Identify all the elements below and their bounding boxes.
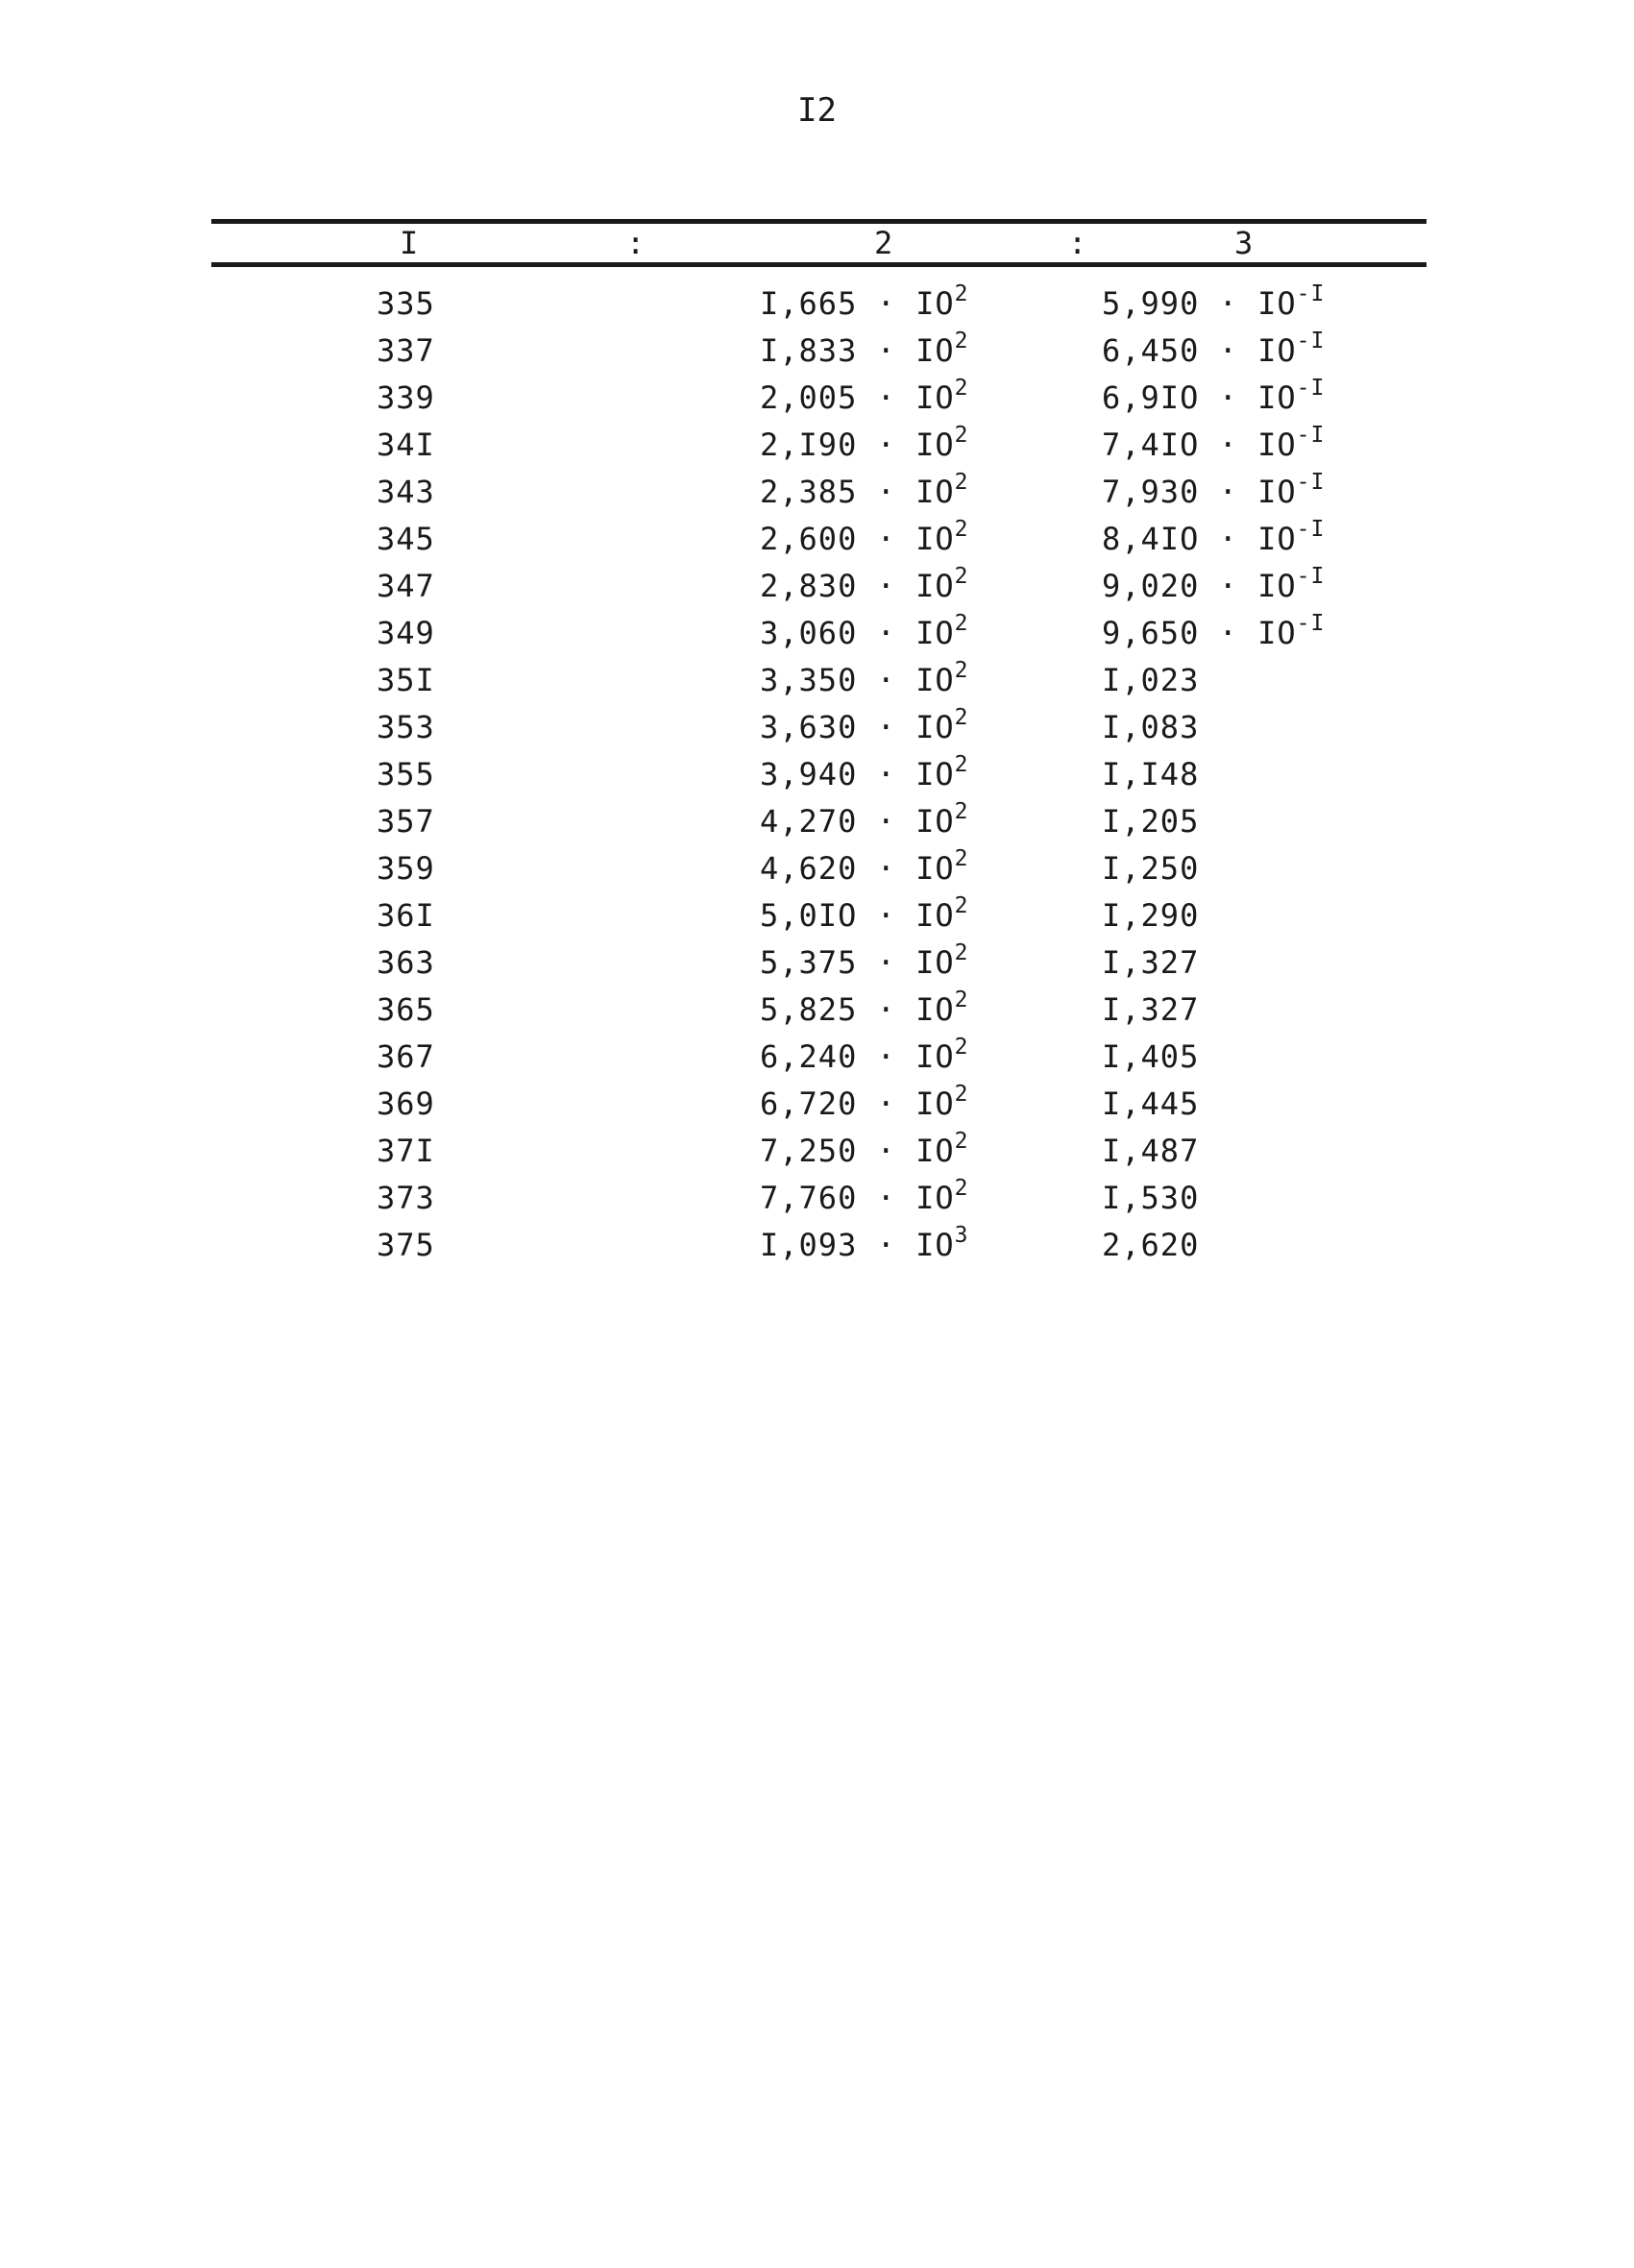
cell-col-2-mantissa: 6,240 · IO <box>760 1038 955 1075</box>
cell-col-3-mantissa: I,023 <box>1102 662 1200 698</box>
cell-col-2-mantissa: 2,600 · IO <box>760 521 955 557</box>
cell-col-1: 343 <box>377 474 435 510</box>
cell-col-3 <box>1102 563 1325 610</box>
cell-col-3 <box>1102 328 1325 375</box>
cell-col-3-exponent: -I <box>1296 376 1326 402</box>
cell-col-3-mantissa: I,290 <box>1102 897 1200 934</box>
cell-col-2 <box>760 422 969 469</box>
cell-col-3 <box>1102 516 1325 563</box>
table-row <box>211 328 1427 375</box>
cell-col-3-exponent: -I <box>1296 611 1326 637</box>
cell-col-2-exponent: 2 <box>954 564 969 590</box>
cell-col-2-exponent: 2 <box>954 470 969 496</box>
cell-col-1: 367 <box>377 1038 435 1075</box>
table-row <box>211 845 1427 892</box>
cell-col-3-exponent: -I <box>1296 423 1326 449</box>
cell-col-2-exponent: 2 <box>954 611 969 637</box>
cell-col-3-exponent: -I <box>1296 281 1326 307</box>
table-row <box>211 280 1427 328</box>
cell-col-3-mantissa: 7,4IO · IO <box>1102 427 1297 463</box>
cell-col-2-exponent: 2 <box>954 517 969 543</box>
table-row <box>211 939 1427 987</box>
cell-col-3 <box>1102 657 1199 704</box>
cell-col-3-exponent: -I <box>1296 517 1326 543</box>
cell-col-3 <box>1102 798 1199 845</box>
cell-col-1: 349 <box>377 615 435 651</box>
cell-col-1: 365 <box>377 991 435 1028</box>
cell-col-3-exponent: -I <box>1296 329 1326 354</box>
cell-col-2-mantissa: 2,830 · IO <box>760 568 955 604</box>
cell-col-2-mantissa: 7,250 · IO <box>760 1133 955 1169</box>
cell-col-2 <box>760 892 969 939</box>
table-row <box>211 375 1427 422</box>
cell-col-3-mantissa: I,327 <box>1102 944 1200 981</box>
cell-col-1: 355 <box>377 756 435 793</box>
cell-col-2-mantissa: 4,620 · IO <box>760 850 955 887</box>
table-row <box>211 610 1427 657</box>
table-header-rule <box>211 262 1427 267</box>
cell-col-2 <box>760 845 969 892</box>
column-separator: : <box>626 225 646 261</box>
cell-col-2-mantissa: 4,270 · IO <box>760 803 955 840</box>
cell-col-3 <box>1102 1081 1199 1128</box>
table-row <box>211 704 1427 751</box>
cell-col-2-exponent: 2 <box>954 799 969 825</box>
cell-col-2 <box>760 280 969 328</box>
cell-col-1: 369 <box>377 1085 435 1122</box>
cell-col-3-mantissa: I,083 <box>1102 709 1200 745</box>
table-row <box>211 1081 1427 1128</box>
cell-col-1: 353 <box>377 709 435 745</box>
table-row <box>211 798 1427 845</box>
column-separator: : <box>1068 225 1087 261</box>
cell-col-2 <box>760 563 969 610</box>
table-row <box>211 1128 1427 1175</box>
cell-col-3-mantissa: I,445 <box>1102 1085 1200 1122</box>
cell-col-2-exponent: 2 <box>954 1176 969 1202</box>
cell-col-1: 347 <box>377 568 435 604</box>
cell-col-1: 34I <box>377 427 435 463</box>
cell-col-3-mantissa: I,250 <box>1102 850 1200 887</box>
cell-col-1: 337 <box>377 332 435 369</box>
cell-col-3-mantissa: I,405 <box>1102 1038 1200 1075</box>
cell-col-2 <box>760 987 969 1034</box>
cell-col-2-exponent: 2 <box>954 658 969 684</box>
cell-col-3-mantissa: I,487 <box>1102 1133 1200 1169</box>
cell-col-2 <box>760 751 969 798</box>
cell-col-2-exponent: 2 <box>954 752 969 778</box>
cell-col-2 <box>760 798 969 845</box>
cell-col-2-mantissa: I,833 · IO <box>760 332 955 369</box>
cell-col-3-mantissa: 9,650 · IO <box>1102 615 1297 651</box>
cell-col-3 <box>1102 704 1199 751</box>
cell-col-1: 37I <box>377 1133 435 1169</box>
cell-col-2-mantissa: 3,940 · IO <box>760 756 955 793</box>
cell-col-3-mantissa: 2,620 <box>1102 1227 1200 1263</box>
cell-col-3 <box>1102 375 1325 422</box>
cell-col-2-exponent: 2 <box>954 940 969 966</box>
table-body <box>211 280 1427 1269</box>
cell-col-2 <box>760 1175 969 1222</box>
cell-col-3 <box>1102 610 1325 657</box>
cell-col-2-exponent: 2 <box>954 281 969 307</box>
cell-col-2-mantissa: 2,385 · IO <box>760 474 955 510</box>
cell-col-2-mantissa: 2,005 · IO <box>760 379 955 416</box>
cell-col-1: 35I <box>377 662 435 698</box>
cell-col-2-exponent: 2 <box>954 1035 969 1061</box>
cell-col-2 <box>760 610 969 657</box>
cell-col-2-mantissa: I,093 · IO <box>760 1227 955 1263</box>
cell-col-2 <box>760 939 969 987</box>
cell-col-2-exponent: 3 <box>954 1223 969 1249</box>
cell-col-2-exponent: 2 <box>954 1129 969 1155</box>
cell-col-3 <box>1102 1128 1199 1175</box>
cell-col-2-mantissa: 3,350 · IO <box>760 662 955 698</box>
cell-col-2-mantissa: 3,630 · IO <box>760 709 955 745</box>
cell-col-1: 359 <box>377 850 435 887</box>
table-row <box>211 751 1427 798</box>
cell-col-3 <box>1102 892 1199 939</box>
cell-col-3 <box>1102 280 1325 328</box>
table-header-row <box>211 224 1427 261</box>
cell-col-1: 373 <box>377 1180 435 1216</box>
cell-col-3-mantissa: I,530 <box>1102 1180 1200 1216</box>
cell-col-2-mantissa: 5,825 · IO <box>760 991 955 1028</box>
cell-col-1: 363 <box>377 944 435 981</box>
cell-col-2 <box>760 516 969 563</box>
table-row <box>211 563 1427 610</box>
cell-col-2 <box>760 328 969 375</box>
cell-col-2-mantissa: 2,I90 · IO <box>760 427 955 463</box>
cell-col-3 <box>1102 987 1199 1034</box>
table-row <box>211 469 1427 516</box>
cell-col-3 <box>1102 422 1325 469</box>
cell-col-2 <box>760 1081 969 1128</box>
table-row <box>211 1222 1427 1269</box>
cell-col-2 <box>760 657 969 704</box>
cell-col-2 <box>760 375 969 422</box>
cell-col-3 <box>1102 751 1199 798</box>
cell-col-3 <box>1102 469 1325 516</box>
cell-col-3-mantissa: 6,9IO · IO <box>1102 379 1297 416</box>
cell-col-1: 375 <box>377 1227 435 1263</box>
cell-col-2-mantissa: 3,060 · IO <box>760 615 955 651</box>
cell-col-2 <box>760 1222 969 1269</box>
cell-col-2-exponent: 2 <box>954 423 969 449</box>
cell-col-2-mantissa: 5,0IO · IO <box>760 897 955 934</box>
table-row <box>211 892 1427 939</box>
cell-col-1: 357 <box>377 803 435 840</box>
cell-col-3-mantissa: 7,930 · IO <box>1102 474 1297 510</box>
cell-col-2-exponent: 2 <box>954 1082 969 1108</box>
cell-col-2 <box>760 704 969 751</box>
cell-col-1: 36I <box>377 897 435 934</box>
cell-col-3-exponent: -I <box>1296 470 1326 496</box>
cell-col-3-mantissa: I,327 <box>1102 991 1200 1028</box>
cell-col-2-exponent: 2 <box>954 705 969 731</box>
table-row <box>211 657 1427 704</box>
cell-col-3-mantissa: 6,450 · IO <box>1102 332 1297 369</box>
cell-col-3 <box>1102 1034 1199 1081</box>
cell-col-3 <box>1102 845 1199 892</box>
cell-col-2 <box>760 1128 969 1175</box>
cell-col-2-mantissa: 5,375 · IO <box>760 944 955 981</box>
cell-col-2-exponent: 2 <box>954 846 969 872</box>
cell-col-2 <box>760 1034 969 1081</box>
cell-col-3-mantissa: 9,020 · IO <box>1102 568 1297 604</box>
cell-col-2-exponent: 2 <box>954 376 969 402</box>
cell-col-3-mantissa: I,I48 <box>1102 756 1200 793</box>
table-row <box>211 1034 1427 1081</box>
cell-col-3 <box>1102 1175 1199 1222</box>
cell-col-1: 335 <box>377 285 435 322</box>
cell-col-2-exponent: 2 <box>954 893 969 919</box>
cell-col-3-mantissa: I,205 <box>1102 803 1200 840</box>
table-row <box>211 422 1427 469</box>
table-row <box>211 1175 1427 1222</box>
cell-col-3 <box>1102 1222 1199 1269</box>
cell-col-2-exponent: 2 <box>954 329 969 354</box>
data-table <box>211 219 1427 1269</box>
cell-col-1: 345 <box>377 521 435 557</box>
table-row <box>211 987 1427 1034</box>
cell-col-2-exponent: 2 <box>954 988 969 1013</box>
column-header-3: 3 <box>1234 225 1254 261</box>
cell-col-2-mantissa: 6,720 · IO <box>760 1085 955 1122</box>
cell-col-3-exponent: -I <box>1296 564 1326 590</box>
table-row <box>211 516 1427 563</box>
cell-col-3-mantissa: 5,990 · IO <box>1102 285 1297 322</box>
cell-col-2 <box>760 469 969 516</box>
cell-col-1: 339 <box>377 379 435 416</box>
cell-col-2-mantissa: I,665 · IO <box>760 285 955 322</box>
column-header-1: I <box>400 225 419 261</box>
cell-col-3-mantissa: 8,4IO · IO <box>1102 521 1297 557</box>
page-number: I2 <box>797 91 837 130</box>
column-header-2: 2 <box>874 225 893 261</box>
cell-col-2-mantissa: 7,760 · IO <box>760 1180 955 1216</box>
cell-col-3 <box>1102 939 1199 987</box>
